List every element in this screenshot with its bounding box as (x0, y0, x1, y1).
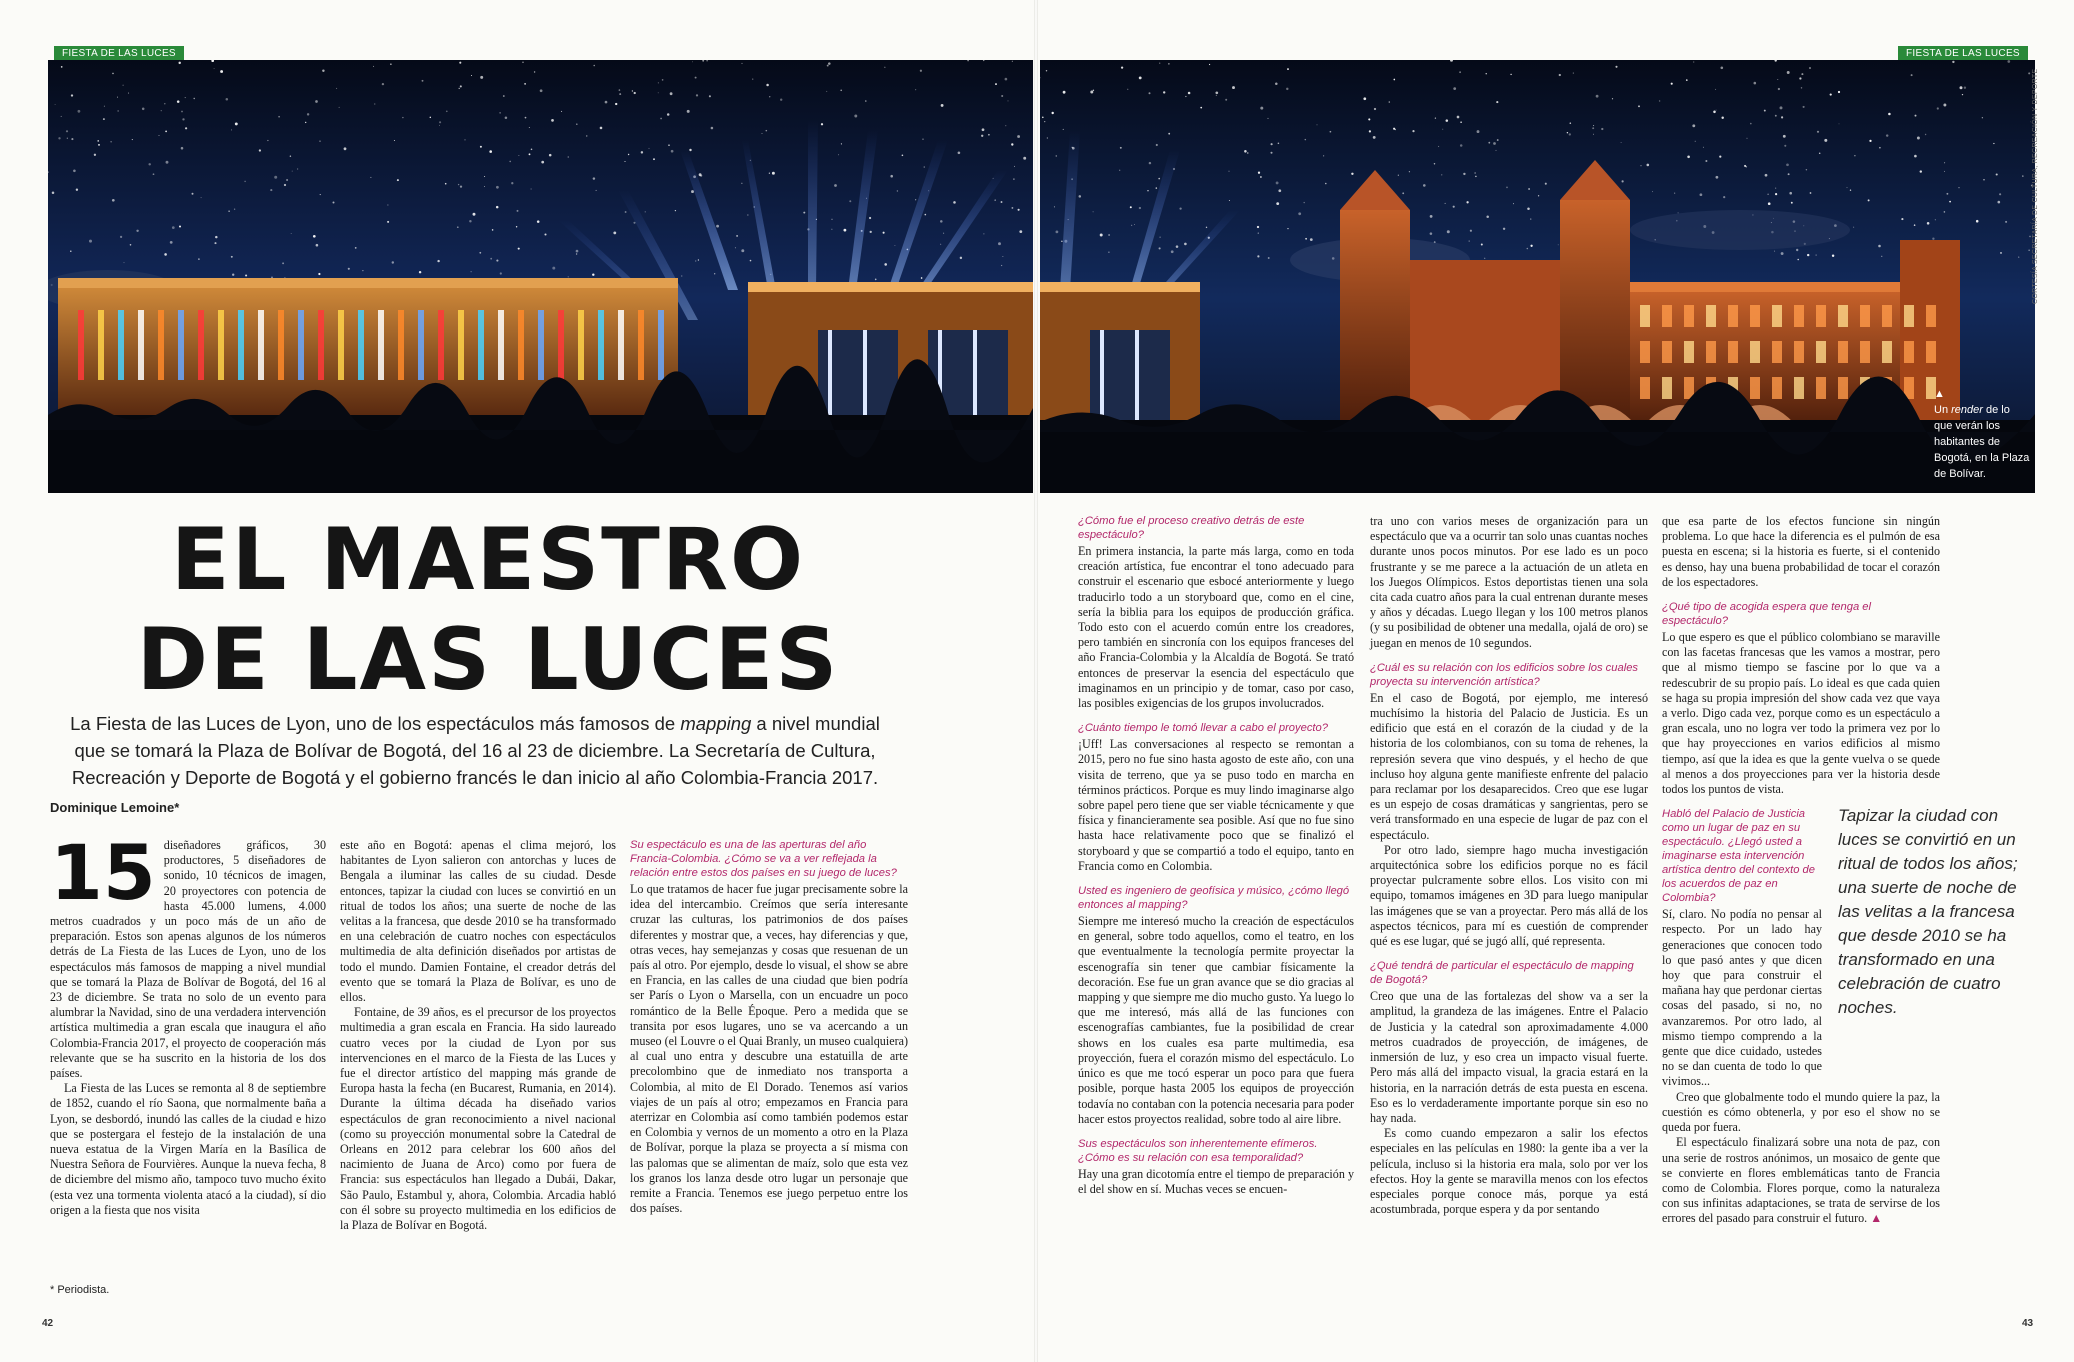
column-1 (50, 828, 326, 1218)
answer-8: Lo que espero es que el público colombiano se maraville con las facetas francesas que les vamos a mostrar, pero que al mismo tiempo se fascine por lo que va a redescubrir de su propio país. Lo ideal es que cada quien se haga su propia impresión del show cada vez que vaya a verlo. Digo cada vez, porque como es un espectáculo a gran escala, uno no logra ver todo la primera vez por lo que hay proyecciones en varios edificios al mismo tiempo, así que la idea es que la gente vuelva o se quede al menos a dos proyecciones para ver la historia desde todos los puntos de vista. (1662, 630, 1940, 797)
dropcap-number: 15 (50, 828, 156, 917)
column-4 (1078, 514, 1354, 1197)
answer-6: En el caso de Bogotá, por ejemplo, me interesó muchísimo la historia del Palacio de Justicia. Es un edificio que está en el corazón de la ciudad y de la historia de los colombianos, con su toma de rehenes, la represión severa que vino después, y el hecho de que incluso hoy alguna gente manifieste enfrente del palacio para reclamar por los desaparecidos. Creo que ese lugar es un espejo de cosas dramáticas y sangrientas, pero se verá transformado en una especie de lugar de paz con el espectáculo. (1370, 690, 1648, 842)
page-number-right: 43 (2022, 1318, 2034, 1329)
byline: Dominique Lemoine* (50, 800, 180, 815)
col2-paragraph-1: este año en Bogotá: apenas el clima mejoró, los habitantes de Lyon salieron con antorchas y luces de Bengala a iluminar las calles de su ciudad. Desde entonces, tapizar la ciudad con luces se convirtió en un ritual de todos los años; una suerte de noche de las velitas a la francesa, que desde 2010 se ha transformado en una celebración de cuatro noches con espectáculos multimedia de alta definición diseñados por artistas de todo el mundo. Damien Fontaine, el creador detrás del evento que se tomará la Plaza de Bolívar, es uno de ellos. (340, 838, 616, 1005)
article-title (48, 510, 928, 710)
question-8: ¿Qué tipo de acogida espera que tenga el espectáculo? (1662, 601, 1871, 628)
col1-paragraph-1: diseñadores gráficos, 30 productores, 5 diseñadores de sonido, 10 técnicos de imagen, 20 proyectores con potencia de hasta 45.000 lumens, 4.000 metros cuadrados y un poco más de un año de preparación. Estos son apenas algunos de los números detrás de La Fiesta de las Luces de Lyon, uno de los espectáculos más famosos de mapping a nivel mundial que se tomará la Plaza de Bolívar de Bogotá, del 16 al 23 de diciembre. Se trata no solo de un evento para alumbrar la Navidad, sino de una verdadera intervención artística multimedia a gran escala que inaugura el año Colombia-Francia 2017, el proyecto de cooperación más relevante que se ha suscrito en la historia de los dos países. (50, 838, 326, 1081)
answer-6b: Por otro lado, siempre hago mucha investigación arquitectónica sobre los edificios porque no es fácil proyectar pulcramente sobre ellos. Los visito con mi equipo, tomamos imágenes en 3D para luego manipular las imágenes que se van a proyectar. Pero más allá de los aspectos técnicos, para mí es cuestión de comprender qué es ese lugar, qué se jugó allí, qué representa. (1370, 842, 1648, 949)
photo-credit: CORTESÍA SECRETARÍA DE CULTURA, RECREACIÓN Y DEPORTE (2032, 68, 2039, 304)
answer-7-cont: que esa parte de los efectos funcione sin ningún problema. Lo que hace la diferencia es el pulmón de esa puesta en escena; si la historia es fuerte, si el contenido es denso, hay una buena probabilidad de tocar el corazón de los espectadores. (1662, 514, 1940, 589)
question-6: ¿Cuál es su relación con los edificios sobre los cuales proyecta su intervención artística? (1370, 661, 1639, 688)
answer-4: Siempre me interesó mucho la creación de espectáculos en general, sobre todo aquellos, como el teatro, en los que eventualmente la tecnología permite proyectar la escenografía sin tener que cambiar físicamente la decoración. Ese fue un gran avance que se dio gracias al mapping y que siempre me dio mucho gusto. Ya luego lo que me interesó, más allá de las funciones con escenografías cambiantes, fue la posibilidad de crear shows en los cuales esa parte multimedia, esa proyección, fuera el corazón mismo del espectáculo. Lo único es que me tocó esperar un poco para que fuera posible, porque hasta 2005 los equipos de proyección todavía no contaban con la potencia necesaria para poder hacer estos proyectos realidad, sobre todo al aire libre. (1078, 914, 1355, 1126)
question-5: Sus espectáculos son inherentemente efímeros. ¿Cómo es su relación con esa temporalidad? (1078, 1137, 1318, 1164)
col1-paragraph-2: La Fiesta de las Luces se remonta al 8 de septiembre de 1852, cuando el río Saona, que normalmente baña a Lyon, se desbordó, inundó las calles de la ciudad e hizo que se postergara el festejo de la instalación de una nueva estatua de la Virgen María en la Basílica de Nuestra Señora de Fourvières. Aunque la nueva fecha, 8 de diciembre del mismo año, tampoco tuvo mucho éxito (esta vez una tormenta violenta atacó a la ciudad), sí dio origen a la fiesta que nos visita (50, 1081, 326, 1217)
answer-2: En primera instancia, la parte más larga, como en toda creación artística, fue encontrar el tono adecuado para construir el escenario que esbocé anteriormente y luego traducirlo todo a un storyboard que, como en el cine, sería la biblia para los equipos de producción gráfica. Todo esto con el acuerdo común entre los creadores, pero también en sincronía con los equipos franceses del año Francia-Colombia y la Alcaldía de Bogotá. Se trató entonces de preservar la esencia del espectáculo que imaginamos en un principio y de tomar, caso por caso, las posibles exigencias de los grupos involucrados. (1078, 544, 1354, 711)
lead-text-1: La Fiesta de las Luces de Lyon, uno de los espectáculos más famosos de (70, 713, 681, 734)
question-9: Habló del Palacio de Justicia como un lugar de paz en su espectáculo. ¿Llegó usted a imaginarse esta intervención artística dentro del contexto de los acuerdos de paz en Colombia? (1662, 808, 1815, 905)
title-line-2: DE LAS LUCES (136, 610, 840, 710)
answer-3: ¡Uff! Las conversaciones al respecto se remontan a 2015, pero no fue sino hasta agosto de este año, con una visita de terreno, que ya se puso todo en marcha en términos prácticos. Porque es muy lindo imaginarse algo sobre papel pero tiene que ser viable técnicamente y que física y financieramente sea posible. Así que no fue sino hasta hace relativamente poco que se finalizó el storyboard y que se compartió a todo el equipo, tanto en Francia como en Colombia. (1078, 737, 1354, 873)
column-5 (1370, 514, 1648, 1217)
col2-paragraph-2: Fontaine, de 39 años, es el precursor de los proyectos multimedia a gran escala en Francia. Ha sido laureado cuatro veces por la ciudad de Lyon por sus intervenciones en el marco de la Fiesta de las Luces y fue el director artístico del mapping más grande de Europa hasta la fecha (en Bucarest, Rumania, en 2014). Durante la última década ha diseñado varios espectáculos de gran reconocimiento a nivel nacional (como su proyección monumental sobre la Catedral de Orleans en 2012 para celebrar los 600 años del nacimiento de Juana de Arco) como por fuera de Francia: sus espectáculos han llegado a Dubái, Dakar, São Paulo, Estambul y, ahora, Colombia. Arcadia habló con él sobre su proyecto multimedia en los edificios de la Plaza de Bolívar en Bogotá. (340, 1005, 616, 1233)
pull-quote: Tapizar la ciudad con luces se convirtió en un ritual de todos los años; una suerte de noche de las velitas a la francesa que desde 2010 se ha transformado en una celebración de cuatro noches. (1838, 806, 2018, 1017)
section-tag-right: FIESTA DE LAS LUCES (1898, 46, 2028, 62)
question-3: ¿Cuánto tiempo le tomó llevar a cabo el proyecto? (1078, 722, 1328, 735)
caption-text-1: Un (1934, 404, 1952, 416)
photo-plaza-bolivar-right (1040, 60, 2035, 493)
lead-text-em: mapping (680, 713, 752, 734)
end-mark-icon: ▲ (1870, 1211, 1883, 1226)
lead-text-2: a nivel mundial que se tomará la Plaza de Bolívar de Bogotá, del 16 al 23 de diciembre. La Secretaría de Cultura, Recreación y Deporte de Bogotá y el gobierno francés le dan inicio al año Colombia-Francia 2017. (71, 713, 880, 788)
answer-5-cont: tra uno con varios meses de organización para un espectáculo que va a ocurrir tan solo unas cuantas noches durante unos pocos minutos. Por ese lado es un poco frustrante y se me parece a la actuación de un atleta en los Juegos Olímpicos. Estos deportistas tienen una sola cita cada cuatro años para la cual entrenan durante meses y años y décadas. Luego llegan y los 100 metros planos (y su posibilidad de obtener una medalla, ojalá de oro) se juegan en menos de 10 segundos. (1370, 514, 1648, 650)
spread-gutter (1034, 0, 1038, 1362)
question-4: Usted es ingeniero de geofísica y músico, ¿cómo llegó entonces al mapping? (1078, 885, 1350, 912)
lead-paragraph (60, 710, 890, 791)
page-number-left: 42 (42, 1318, 54, 1329)
caption-triangle: ▲ (1934, 388, 1945, 400)
section-tag-left: FIESTA DE LAS LUCES (54, 46, 184, 62)
caption-text-em: render (1951, 404, 1983, 416)
column-2 (340, 838, 616, 1233)
answer-7: Creo que una de las fortalezas del show va a ser la amplitud, la grandeza de las imágenes. Entre el Palacio de Justicia y la catedral son aproximadamente 4.000 metros cuadrados de proyección, de imágenes, de inmersión de luz, y eso crea un impacto visual fuerte. Pero más allá del impacto visual, la gracia estará en la historia, en la narración detrás de esta puesta en escena. Eso es lo verdaderamente importante porque sin eso no hay nada. (1370, 989, 1648, 1125)
answer-1: Lo que tratamos de hacer fue jugar precisamente sobre la idea del intercambio. Creímos que sería interesante cruzar las culturas, los patrimonios de dos países diferentes y mostrar que, a veces, hay diferencias y que, otras veces, hay semejanzas y cosas que resuenan de un país al otro. Por ejemplo, desde lo visual, el show se abre en Francia, en las calles de una ciudad que bien podría ser París o Lyon o Marsella, con un encuadre un poco romántico de la Belle Époque. Pero a medida que se transita por esos lugares, uno se va acercando a un museo (el Louvre o el Quai Branly, un museo cualquiera) al cual uno entra y descubre una estatuilla de arte precolombino que de inmediato nos transporta a Colombia, al mito de El Dorado. Tenemos así varios viajes de un país al otro; empezamos en Francia para aterrizar en Colombia así como también podemos estar en Colombia y vernos de un momento a otro en la Plaza de Bolívar, porque la plaza se proyecta a sí misma con las palomas que se alimentan de maíz, solo que esta vez los granos los lanza desde otro lugar un personaje que remite a Francia. Tenemos ese juego perpetuo entre los dos países. (630, 882, 908, 1216)
question-7: ¿Qué tendrá de particular el espectáculo de mapping de Bogotá? (1370, 960, 1634, 987)
photo-plaza-bolivar-left (48, 60, 1033, 493)
answer-9: Sí, claro. No podía no pensar al respecto. Por un lado hay generaciones que conocen todo lo que pasó antes y que dicen hoy que para construir el mañana hay que perdonar ciertas cosas del pasado, si no, no avanzaremos. Por otro lado, al mismo tiempo comprendo a la gente que dice cuidado, ustedes no se dan cuenta de todo lo que vivimos... (1662, 907, 1822, 1089)
answer-7b: Es como cuando empezaron a salir los efectos especiales en las películas en 1980: la gente iba a ver la película, incluso si la historia era mala, solo por ver los efectos. Hoy la gente se maravilla menos con los efectos especiales porque conoce más, porque ya está acostumbrada, porque espera y da por sentando (1370, 1126, 1648, 1217)
answer-5: Hay una gran dicotomía entre el tiempo de preparación y el del show en sí. Muchas veces se encuen- (1078, 1166, 1354, 1197)
answer-9c (1662, 1135, 1940, 1226)
column-3 (630, 838, 908, 1216)
answer-9b: Creo que globalmente todo el mundo quiere la paz, la cuestión es cómo obtenerla, y por eso el show no se queda por fuera. (1662, 1089, 1940, 1135)
photo-caption (1934, 386, 2030, 482)
question-2: ¿Cómo fue el proceso creativo detrás de este espectáculo? (1078, 515, 1305, 541)
answer-9c-text: El espectáculo finalizará sobre una nota de paz, con una serie de rostros anónimos, un mosaico de gente que se convierte en flores emblemáticas tanto de Francia como de Colombia. Flores porque, como la naturaleza con sus infinitas adaptaciones, se trata de servirse de los errores del pasado para construir el futuro. (1662, 1135, 1940, 1226)
footnote: * Periodista. (50, 1284, 110, 1296)
question-1: Su espectáculo es una de las aperturas del año Francia-Colombia. ¿Cómo se va a ver reflejada la relación entre estos dos países en su juego de luces? (630, 839, 897, 879)
caption-text-2: de lo que verán los habitantes de Bogotá, en la Plaza de Bolívar. (1934, 404, 2030, 480)
title-line-1: EL MAESTRO (170, 510, 806, 610)
